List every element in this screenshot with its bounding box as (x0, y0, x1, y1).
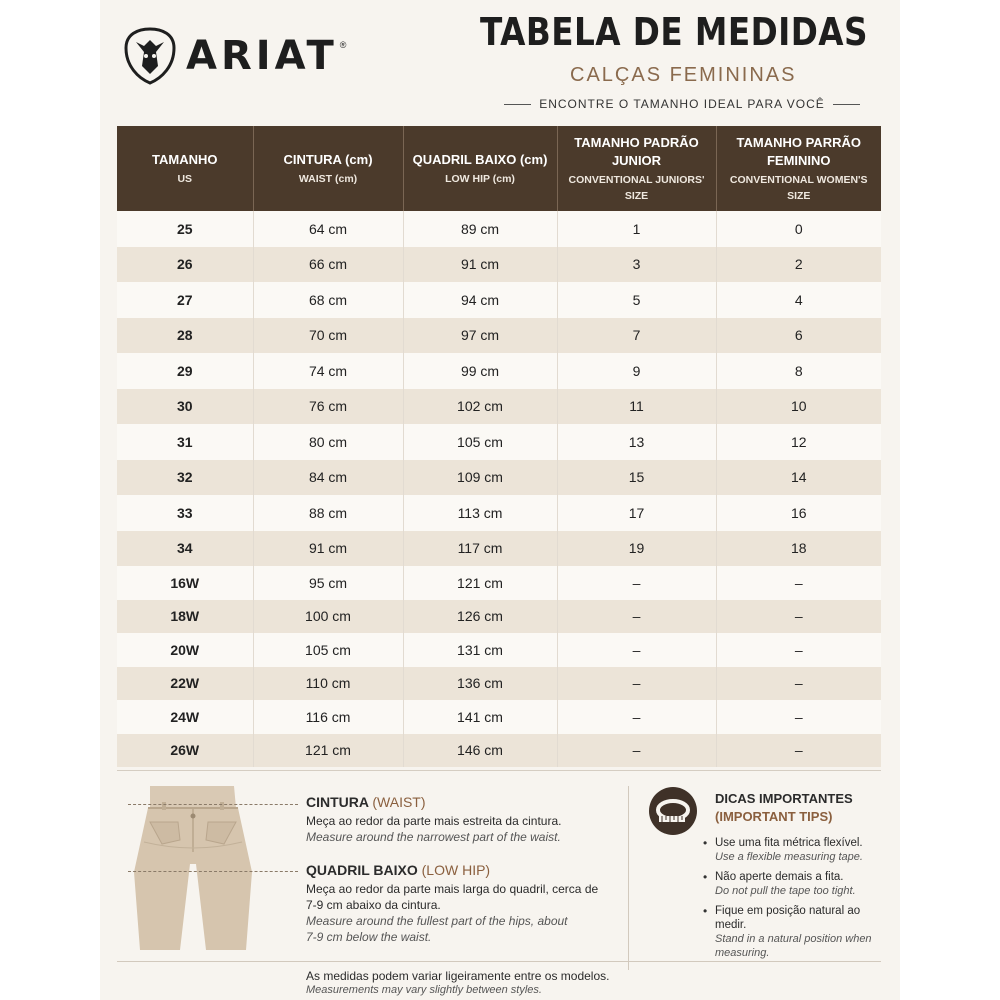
womens-size-cell: – (794, 675, 803, 692)
waist-cell: 121 cm (253, 734, 403, 768)
column-sublabel: WAIST (cm) (298, 172, 358, 185)
table-row (117, 318, 881, 354)
hip-title-en: (LOW HIP) (421, 862, 491, 878)
table-row (117, 353, 881, 389)
page-title: TABELA DE MEDIDAS (480, 10, 869, 54)
juniors-size-cell: 17 (557, 495, 716, 531)
juniors-size-cell: 13 (557, 424, 716, 460)
hip-instruction-en-line2: 7-9 cm below the waist. (306, 930, 432, 944)
size-cell: 30 (117, 389, 253, 425)
footnote-pt: As medidas podem variar ligeiramente entre os modelos. (306, 969, 610, 983)
womens-size-cell: 2 (794, 256, 803, 273)
tips-title-en: (IMPORTANT TIPS) (715, 809, 833, 824)
waist-title-pt: CINTURA (306, 794, 369, 810)
womens-size-cell: 14 (790, 469, 807, 486)
waist-cell: 100 cm (253, 600, 403, 634)
page-subtitle: CALÇAS FEMININAS (570, 64, 797, 86)
low-hip-cell: 99 cm (403, 353, 557, 389)
tip-text-en: Use a flexible measuring tape. (715, 851, 863, 863)
low-hip-cell: 131 cm (403, 633, 557, 667)
column-sublabel: CONVENTIONAL JUNIORS' SIZE (568, 173, 705, 202)
table-row (117, 700, 881, 734)
low-hip-cell: 113 cm (403, 495, 557, 531)
tips-title: DICAS IMPORTANTES (715, 791, 853, 806)
womens-size-cell: 0 (794, 220, 803, 237)
low-hip-cell: 136 cm (403, 667, 557, 701)
size-table (117, 126, 881, 767)
size-cell: 24W (117, 700, 253, 734)
waist-cell: 66 cm (253, 247, 403, 283)
column-header-womens-size (716, 126, 881, 211)
hip-title-pt: QUADRIL BAIXO (306, 862, 418, 878)
tips-list (703, 836, 883, 966)
low-hip-cell: 89 cm (403, 211, 557, 247)
column-label: TAMANHO PADRÃO JUNIOR (574, 134, 699, 168)
hip-instruction-pt-line2: 7-9 cm abaixo da cintura. (306, 898, 441, 912)
waist-cell: 76 cm (253, 389, 403, 425)
table-header (117, 126, 881, 211)
juniors-size-cell: – (557, 600, 716, 634)
juniors-size-cell: 19 (557, 531, 716, 567)
tip-item (703, 904, 883, 960)
womens-size-cell: – (794, 608, 803, 625)
tip-text-en: Do not pull the tape too tight. (715, 885, 856, 897)
waist-instruction-pt: Meça ao redor da parte mais estreita da cintura. (306, 814, 562, 828)
womens-size-cell: – (794, 574, 803, 591)
column-sublabel: LOW HIP (cm) (445, 172, 515, 185)
table-row (117, 531, 881, 567)
juniors-size-cell: 15 (557, 460, 716, 496)
womens-size-cell: 18 (790, 540, 807, 557)
waist-cell: 70 cm (253, 318, 403, 354)
waist-cell: 110 cm (253, 667, 403, 701)
size-cell: 33 (117, 495, 253, 531)
tagline-row (504, 97, 860, 111)
tagline-divider-right (833, 104, 860, 105)
registered-mark: ® (339, 40, 347, 50)
waist-cell: 64 cm (253, 211, 403, 247)
column-label: TAMANHO (152, 151, 218, 167)
womens-size-cell: – (794, 742, 803, 759)
womens-size-cell: 10 (790, 398, 807, 415)
table-row (117, 389, 881, 425)
waist-cell: 91 cm (253, 531, 403, 567)
low-hip-cell: 109 cm (403, 460, 557, 496)
low-hip-cell: 94 cm (403, 282, 557, 318)
section-divider (628, 786, 629, 970)
low-hip-cell: 146 cm (403, 734, 557, 768)
waist-title (306, 794, 426, 810)
womens-size-cell: – (794, 641, 803, 658)
measuring-tape-icon (648, 786, 698, 836)
size-cell: 34 (117, 531, 253, 567)
table-row (117, 247, 881, 283)
waist-cell: 68 cm (253, 282, 403, 318)
waist-cell: 116 cm (253, 700, 403, 734)
waist-cell: 88 cm (253, 495, 403, 531)
column-header-waist (253, 126, 403, 211)
hip-instruction-en-line1: Measure around the fullest part of the hips, about (306, 914, 568, 928)
footer-divider (117, 961, 881, 962)
size-cell: 20W (117, 633, 253, 667)
table-row (117, 460, 881, 496)
hip-title (306, 862, 490, 878)
ariat-horse-logo-icon (122, 26, 178, 86)
low-hip-cell: 117 cm (403, 531, 557, 567)
jeans-illustration-icon (128, 782, 258, 954)
table-row (117, 633, 881, 667)
footnote-en: Measurements may vary slightly between styles. (306, 984, 542, 996)
womens-size-cell: 12 (790, 433, 807, 450)
brand-name: ARIAT (186, 33, 338, 79)
womens-size-cell: 4 (794, 291, 803, 308)
size-cell: 28 (117, 318, 253, 354)
tip-text-pt: • Não aperte demais a fita. (715, 871, 844, 883)
size-cell: 31 (117, 424, 253, 460)
waist-guide-line (128, 804, 298, 805)
table-row (117, 211, 881, 247)
juniors-size-cell: – (557, 633, 716, 667)
size-cell: 27 (117, 282, 253, 318)
size-cell: 32 (117, 460, 253, 496)
hip-instruction-pt-line1: Meça ao redor da parte mais larga do quadril, cerca de (306, 882, 599, 896)
waist-instruction-en: Measure around the narrowest part of the waist. (306, 830, 561, 844)
juniors-size-cell: 7 (557, 318, 716, 354)
column-header-low-hip (403, 126, 557, 211)
tip-text-pt: • Use uma fita métrica flexível. (715, 837, 863, 849)
size-cell: 18W (117, 600, 253, 634)
column-sublabel: CONVENTIONAL WOMEN'S SIZE (729, 173, 868, 202)
low-hip-cell: 121 cm (403, 566, 557, 600)
waist-cell: 84 cm (253, 460, 403, 496)
size-cell: 29 (117, 353, 253, 389)
womens-size-cell: 16 (790, 504, 807, 521)
tip-text-pt: • Fique em posição natural ao medir. (715, 905, 861, 931)
tip-text-en: Stand in a natural position when measuring. (715, 933, 872, 959)
juniors-size-cell: 5 (557, 282, 716, 318)
table-bottom-border (117, 770, 881, 771)
column-label: QUADRIL BAIXO (cm) (412, 151, 548, 167)
waist-cell: 95 cm (253, 566, 403, 600)
waist-cell: 74 cm (253, 353, 403, 389)
table-row (117, 282, 881, 318)
juniors-size-cell: 11 (557, 389, 716, 425)
womens-size-cell: 6 (794, 327, 803, 344)
juniors-size-cell: – (557, 667, 716, 701)
womens-size-cell: – (794, 708, 803, 725)
low-hip-cell: 91 cm (403, 247, 557, 283)
womens-size-cell: 8 (794, 362, 803, 379)
low-hip-cell: 97 cm (403, 318, 557, 354)
juniors-size-cell: – (557, 700, 716, 734)
low-hip-cell: 105 cm (403, 424, 557, 460)
table-row (117, 424, 881, 460)
size-cell: 26 (117, 247, 253, 283)
juniors-size-cell: 1 (557, 211, 716, 247)
low-hip-cell: 126 cm (403, 600, 557, 634)
tip-item (703, 836, 883, 864)
juniors-size-cell: 9 (557, 353, 716, 389)
juniors-size-cell: 3 (557, 247, 716, 283)
table-row (117, 667, 881, 701)
size-cell: 26W (117, 734, 253, 768)
table-body (117, 211, 881, 767)
column-sublabel: US (177, 172, 193, 185)
size-chart-sheet (100, 0, 900, 1000)
table-row (117, 566, 881, 600)
waist-cell: 80 cm (253, 424, 403, 460)
waist-cell: 105 cm (253, 633, 403, 667)
column-header-juniors-size (557, 126, 716, 211)
hip-guide-line (128, 871, 298, 872)
column-label: CINTURA (cm) (283, 151, 373, 167)
size-cell: 25 (117, 211, 253, 247)
brand-logo (122, 26, 346, 86)
tagline-divider-left (504, 104, 531, 105)
column-header-size (117, 126, 253, 211)
column-label: TAMANHO PARRÃO FEMININO (736, 134, 861, 168)
table-row (117, 495, 881, 531)
waist-title-en: (WAIST) (372, 794, 426, 810)
juniors-size-cell: – (557, 734, 716, 768)
tip-item (703, 870, 883, 898)
tagline: ENCONTRE O TAMANHO IDEAL PARA VOCÊ (539, 97, 825, 111)
table-row (117, 600, 881, 634)
size-cell: 22W (117, 667, 253, 701)
low-hip-cell: 102 cm (403, 389, 557, 425)
low-hip-cell: 141 cm (403, 700, 557, 734)
table-row (117, 734, 881, 768)
juniors-size-cell: – (557, 566, 716, 600)
size-cell: 16W (117, 566, 253, 600)
